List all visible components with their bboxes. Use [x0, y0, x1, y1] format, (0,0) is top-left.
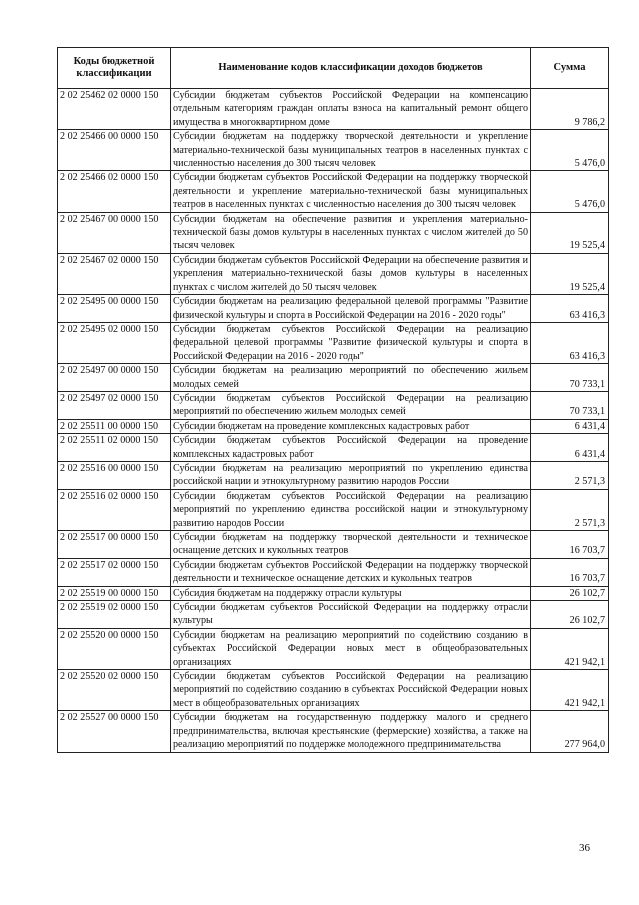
amount-cell: 6 431,4 [531, 419, 609, 433]
header-amount: Сумма [531, 48, 609, 89]
code-cell: 2 02 25511 02 0000 150 [58, 434, 171, 462]
name-cell: Субсидии бюджетам на проведение комплексных кадастровых работ [171, 419, 531, 433]
code-cell: 2 02 25520 00 0000 150 [58, 628, 171, 669]
code-cell: 2 02 25517 02 0000 150 [58, 558, 171, 586]
table-row [58, 601, 609, 629]
code-cell: 2 02 25527 00 0000 150 [58, 711, 171, 752]
name-cell: Субсидии бюджетам на поддержку творческой деятельности и укрепление материально-технической базы муниципальных театров в населенных пунктах с численностью населения до 300 тысяч человек [171, 130, 531, 171]
name-cell: Субсидии бюджетам субъектов Российской Федерации на проведение комплексных кадастровых работ [171, 434, 531, 462]
amount-cell: 277 964,0 [531, 711, 609, 752]
table-header-row [58, 48, 609, 89]
amount-cell: 63 416,3 [531, 295, 609, 323]
header-name: Наименование кодов классификации доходов бюджетов [171, 48, 531, 89]
name-cell: Субсидии бюджетам субъектов Российской Федерации на поддержку творческой деятельности и техническое оснащение детских и кукольных театров [171, 558, 531, 586]
name-cell: Субсидии бюджетам субъектов Российской Федерации на компенсацию отдельным категориям граждан оплаты взноса на капитальный ремонт общего имущества в многоквартирном доме [171, 89, 531, 130]
amount-cell: 421 942,1 [531, 628, 609, 669]
code-cell: 2 02 25495 00 0000 150 [58, 295, 171, 323]
table-row [58, 253, 609, 294]
table-row [58, 391, 609, 419]
code-cell: 2 02 25516 02 0000 150 [58, 489, 171, 530]
table-row [58, 628, 609, 669]
table-row [58, 295, 609, 323]
name-cell: Субсидии бюджетам субъектов Российской Федерации на реализацию мероприятий по содействию созданию в субъектах Российской Федерации новых мест в общеобразовательных организациях [171, 670, 531, 711]
amount-cell: 70 733,1 [531, 391, 609, 419]
table-row [58, 531, 609, 559]
table-row [58, 364, 609, 392]
code-cell: 2 02 25467 02 0000 150 [58, 253, 171, 294]
amount-cell: 26 102,7 [531, 586, 609, 600]
table-row [58, 171, 609, 212]
name-cell: Субсидии бюджетам субъектов Российской Федерации на поддержку творческой деятельности и укрепление материально-технической базы муниципальных театров в населенных пунктах с численностью населения до 300 тысяч человек [171, 171, 531, 212]
code-cell: 2 02 25497 02 0000 150 [58, 391, 171, 419]
name-cell: Субсидии бюджетам на обеспечение развития и укрепления материально-технической базы домов культуры в населенных пунктах с числом жителей до 50 тысяч человек [171, 212, 531, 253]
name-cell: Субсидии бюджетам субъектов Российской Федерации на реализацию мероприятий по укреплению единства российской нации и этнокультурному развитию народов России [171, 489, 531, 530]
table-row [58, 419, 609, 433]
table-row [58, 130, 609, 171]
code-cell: 2 02 25519 00 0000 150 [58, 586, 171, 600]
amount-cell: 16 703,7 [531, 558, 609, 586]
table-row [58, 558, 609, 586]
name-cell: Субсидии бюджетам на реализацию мероприятий по укреплению единства российской нации и этнокультурному развитию народов России [171, 461, 531, 489]
amount-cell: 19 525,4 [531, 253, 609, 294]
amount-cell: 5 476,0 [531, 130, 609, 171]
amount-cell: 16 703,7 [531, 531, 609, 559]
table-row [58, 489, 609, 530]
table-row [58, 711, 609, 752]
table-row [58, 670, 609, 711]
amount-cell: 6 431,4 [531, 434, 609, 462]
name-cell: Субсидии бюджетам на реализацию мероприятий по обеспечению жильем молодых семей [171, 364, 531, 392]
amount-cell: 2 571,3 [531, 489, 609, 530]
table-row [58, 322, 609, 363]
name-cell: Субсидии бюджетам субъектов Российской Федерации на поддержку отрасли культуры [171, 601, 531, 629]
amount-cell: 5 476,0 [531, 171, 609, 212]
table-row [58, 461, 609, 489]
code-cell: 2 02 25466 02 0000 150 [58, 171, 171, 212]
name-cell: Субсидии бюджетам субъектов Российской Федерации на реализацию федеральной целевой программы "Развитие физической культуры и спорта в Российской Федерации на 2016 - 2020 годы" [171, 322, 531, 363]
name-cell: Субсидии бюджетам субъектов Российской Федерации на обеспечение развития и укрепления материально-технической базы домов культуры в населенных пунктах с числом жителей до 50 тысяч человек [171, 253, 531, 294]
table-body [58, 89, 609, 753]
code-cell: 2 02 25516 00 0000 150 [58, 461, 171, 489]
amount-cell: 70 733,1 [531, 364, 609, 392]
name-cell: Субсидии бюджетам на реализацию мероприятий по содействию созданию в субъектах Российской Федерации новых мест в общеобразовательных организациях [171, 628, 531, 669]
code-cell: 2 02 25520 02 0000 150 [58, 670, 171, 711]
budget-revenue-table [57, 47, 609, 753]
name-cell: Субсидии бюджетам на поддержку творческой деятельности и техническое оснащение детских и кукольных театров [171, 531, 531, 559]
name-cell: Субсидии бюджетам субъектов Российской Федерации на реализацию мероприятий по обеспечению жильем молодых семей [171, 391, 531, 419]
budget-table-page [57, 47, 608, 753]
code-cell: 2 02 25497 00 0000 150 [58, 364, 171, 392]
code-cell: 2 02 25517 00 0000 150 [58, 531, 171, 559]
code-cell: 2 02 25466 00 0000 150 [58, 130, 171, 171]
name-cell: Субсидия бюджетам на поддержку отрасли культуры [171, 586, 531, 600]
table-row [58, 89, 609, 130]
table-row [58, 586, 609, 600]
name-cell: Субсидии бюджетам на реализацию федеральной целевой программы "Развитие физической культуры и спорта в Российской Федерации на 2016 - 2020 годы" [171, 295, 531, 323]
code-cell: 2 02 25495 02 0000 150 [58, 322, 171, 363]
code-cell: 2 02 25462 02 0000 150 [58, 89, 171, 130]
amount-cell: 19 525,4 [531, 212, 609, 253]
amount-cell: 63 416,3 [531, 322, 609, 363]
amount-cell: 421 942,1 [531, 670, 609, 711]
amount-cell: 26 102,7 [531, 601, 609, 629]
code-cell: 2 02 25467 00 0000 150 [58, 212, 171, 253]
table-row [58, 212, 609, 253]
page-number: 36 [579, 842, 590, 854]
table-row [58, 434, 609, 462]
amount-cell: 9 786,2 [531, 89, 609, 130]
code-cell: 2 02 25519 02 0000 150 [58, 601, 171, 629]
amount-cell: 2 571,3 [531, 461, 609, 489]
header-code: Коды бюджетной классификации [58, 48, 171, 89]
code-cell: 2 02 25511 00 0000 150 [58, 419, 171, 433]
name-cell: Субсидии бюджетам на государственную поддержку малого и среднего предпринимательства, включая крестьянские (фермерские) хозяйства, а также на реализацию мероприятий по поддержке молодежного предпринимательства [171, 711, 531, 752]
